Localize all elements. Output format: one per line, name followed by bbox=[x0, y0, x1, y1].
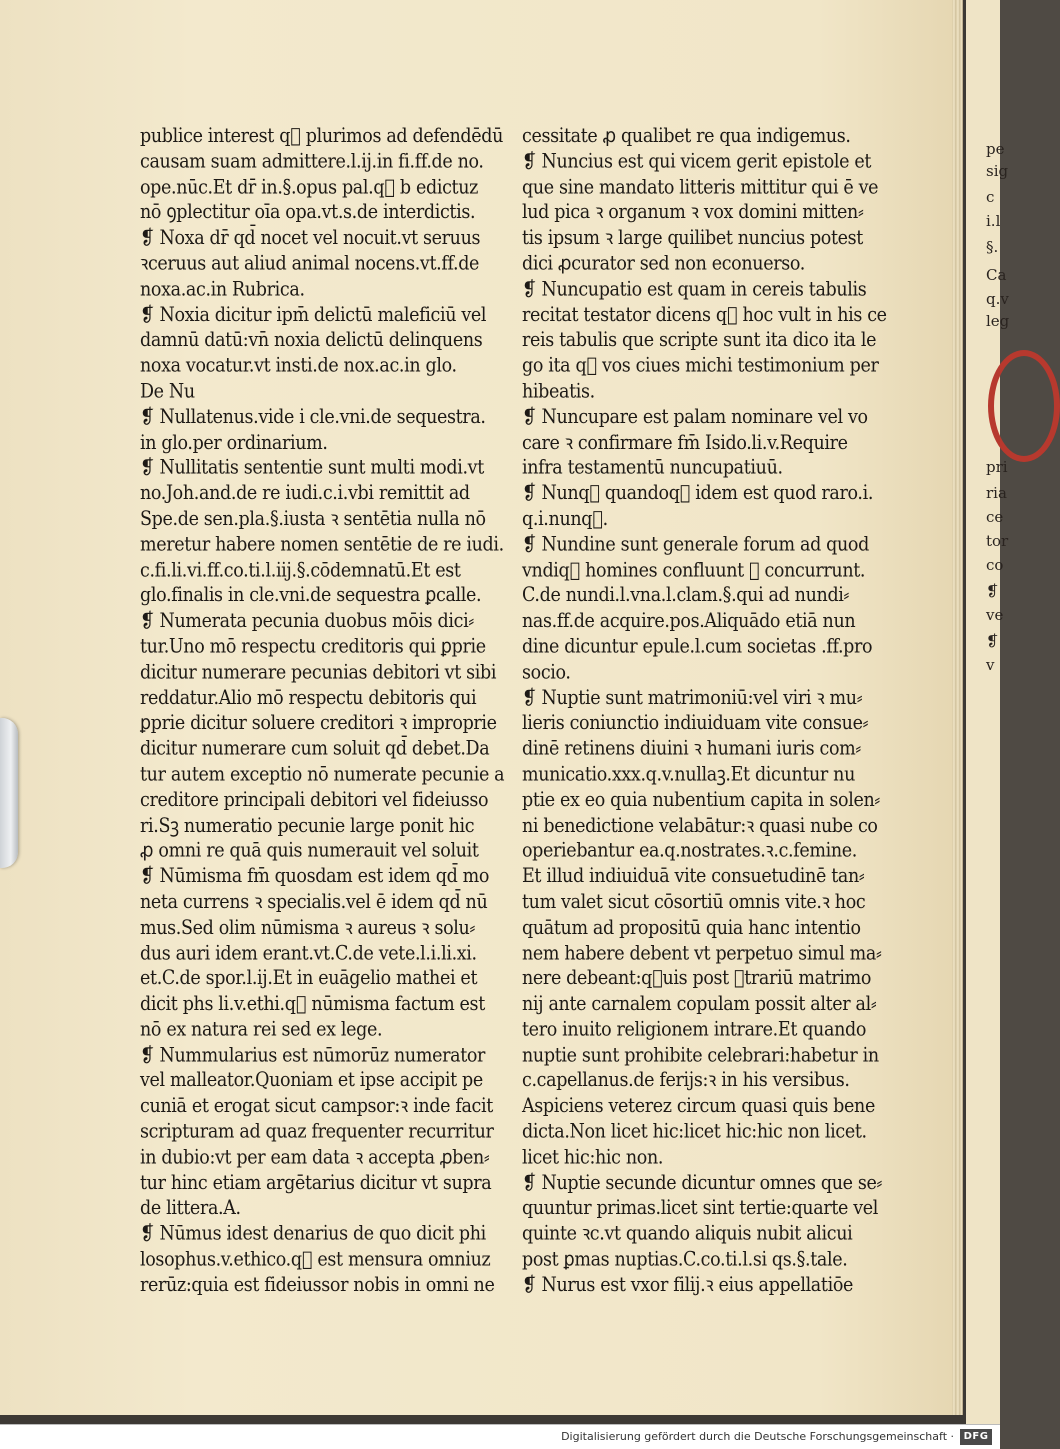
text-line: tur.Uno mō respectu creditoris qui ꝑprie bbox=[140, 635, 486, 659]
text-line: damnū datū:vn̄ noxia delictū delinquens bbox=[140, 329, 483, 352]
text-line: ❡ Nūmisma fm̄ quosdam est idem qd̄ mo bbox=[140, 865, 490, 888]
text-line: in dubio:vt per eam data ꝛ accepta ꝓben⸗ bbox=[140, 1146, 490, 1169]
text-line: hibeatis. bbox=[522, 380, 595, 403]
text-line: lud pica ꝛ organum ꝛ vox domini mitten⸗ bbox=[522, 201, 864, 225]
text-line: nuptie sunt prohibite celebrari:habetur in bbox=[522, 1044, 879, 1067]
text-line: tero inuito religionem intrare.Et quando bbox=[522, 1018, 867, 1042]
facing-page-text-fragment: q.v bbox=[986, 290, 1009, 308]
facing-page-text-fragment: c bbox=[986, 188, 995, 206]
text-line: publice interest q᷑ plurimos ad defendēdū bbox=[140, 125, 504, 148]
facing-page-text-fragment: leg bbox=[986, 312, 1010, 330]
text-line: no.Joh.and.de re iudi.c.i.vbi remittit ad bbox=[140, 482, 470, 505]
text-line: causam suam admittere.l.ij.in fi.ff.de no. bbox=[140, 150, 484, 174]
text-column-right bbox=[522, 124, 902, 1298]
text-line: care ꝛ confirmare fm̄ Isido.li.v.Require bbox=[522, 431, 848, 454]
text-line: ❡ Noxa dr̄ qd̄ nocet vel nocuit.vt seruus bbox=[140, 227, 481, 250]
facing-page-text-fragment: ce bbox=[986, 508, 1004, 526]
text-line: quuntur primas.licet sint tertie:quarte vel bbox=[522, 1197, 879, 1220]
text-line: ❡ Nuptie secunde dicuntur omnes que se⸗ bbox=[522, 1171, 882, 1195]
text-line: vndiq᷑ homines confluunt ꝛ concurrunt. bbox=[522, 559, 866, 582]
facing-page-text-fragment: pe bbox=[986, 140, 1005, 158]
text-line: dinē retinens diuini ꝛ humani iuris com⸗ bbox=[522, 737, 861, 761]
text-line: C.de nundi.l.vna.l.clam.§.qui ad nundi⸗ bbox=[522, 584, 850, 608]
facing-page-text-fragment: ve bbox=[986, 606, 1004, 624]
text-line: ꝛceruus aut aliud animal nocens.vt.ff.de bbox=[140, 252, 480, 276]
text-line: mus.Sed olim nūmisma ꝛ aureus ꝛ solu⸗ bbox=[140, 916, 475, 940]
text-line: noxa vocatur.vt insti.de nox.ac.in glo. bbox=[140, 354, 457, 378]
text-line: ope.nūc.Et dr̄ in.§.opus pal.q᷑ b edictuz bbox=[140, 176, 479, 199]
facing-page-edge bbox=[966, 0, 1010, 1424]
text-line: dine dicuntur epule.l.cum societas .ff.pro bbox=[522, 635, 873, 659]
text-line: tur autem exceptio nō numerate pecunie a bbox=[140, 763, 505, 786]
text-line: et.C.de spor.l.ij.Et in euāgelio mathei et bbox=[140, 967, 478, 991]
text-line: Aspiciens veterez circum quasi quis bene bbox=[522, 1095, 875, 1118]
text-line: ꝓ omni re quā quis numerauit vel soluit bbox=[140, 840, 479, 863]
text-line: ❡ Nuncius est qui vicem gerit epistole et bbox=[522, 150, 872, 174]
text-line: creditore principali debitori vel fideiusso bbox=[140, 788, 489, 812]
text-line: nere debeant:q᷑uis post ꝯtrariū matrimo bbox=[522, 967, 872, 991]
footer-bar bbox=[0, 1424, 1000, 1449]
text-line: ❡ Nummularius est nūmorūz numerator bbox=[140, 1044, 486, 1067]
text-line: licet hic:hic non. bbox=[522, 1146, 664, 1169]
text-line: operiebantur ea.q.nostrates.ꝛ.c.femine. bbox=[522, 840, 858, 863]
text-line: ❡ Nullatenus.vide i cle.vni.de sequestra. bbox=[140, 405, 486, 429]
text-line: tis ipsum ꝛ large quilibet nuncius potest bbox=[522, 227, 863, 250]
page-edge-stack bbox=[952, 0, 962, 1415]
text-line: de littera.A. bbox=[140, 1197, 241, 1220]
text-line: nij ante carnalem copulam possit alter al⸗ bbox=[522, 993, 877, 1016]
binding-clip bbox=[0, 718, 18, 868]
text-line: ri.Sꝫ numeratio pecunie large ponit hic bbox=[140, 814, 475, 837]
text-line: tur hinc etiam argētarius dicitur vt supra bbox=[140, 1171, 492, 1195]
text-line: Spe.de sen.pla.§.iusta ꝛ sentētia nulla nō bbox=[140, 508, 486, 531]
facing-page-text-fragment: ❡ bbox=[986, 632, 999, 650]
text-line: noxa.ac.in Rubrica. bbox=[140, 278, 305, 301]
facing-page-text-fragment: ria bbox=[986, 484, 1007, 502]
text-line: in glo.per ordinarium. bbox=[140, 431, 328, 454]
text-line: q.i.nunq᷑. bbox=[522, 508, 608, 531]
text-line: tum valet sicut cōsortiū omnis vite.ꝛ hoc bbox=[522, 891, 866, 914]
dfg-logo: DFG bbox=[960, 1429, 992, 1445]
text-column-left bbox=[140, 124, 512, 1298]
text-line: lieris coniunctio indiuiduam vite consue⸗ bbox=[522, 712, 869, 735]
text-line: dici ꝓcurator sed non econuerso. bbox=[522, 252, 805, 276]
facing-page-text-fragment: §. bbox=[986, 238, 999, 256]
text-line: ❡ Nuncupare est palam nominare vel vo bbox=[522, 405, 868, 429]
text-line: municatio.xxx.q.v.nullaꝫ.Et dicuntur nu bbox=[522, 763, 856, 786]
facing-page-text-fragment: v bbox=[986, 656, 995, 674]
text-line: go ita q᷑ vos ciues michi testimonium per bbox=[522, 354, 879, 378]
text-line: quinte ꝛc.vt quando aliquis nubit alicui bbox=[522, 1223, 853, 1246]
text-line: neta currens ꝛ specialis.vel ē idem qd̄ nū bbox=[140, 891, 488, 914]
text-line: meretur habere nomen sentētie de re iudi. bbox=[140, 533, 504, 557]
text-line: reddatur.Alio mō respectu debitoris qui bbox=[140, 686, 477, 710]
text-line: post ꝑmas nuptias.C.co.ti.l.si qs.§.tale. bbox=[522, 1248, 848, 1271]
text-line: c.capellanus.de ferijs:ꝛ in his versibus. bbox=[522, 1069, 850, 1093]
footer-credit: Digitalisierung gefördert durch die Deutsche Forschungsgemeinschaft · bbox=[561, 1430, 954, 1443]
text-line: nō ex natura rei sed ex lege. bbox=[140, 1018, 383, 1042]
text-line: ❡ Nuptie sunt matrimoniū:vel viri ꝛ mu⸗ bbox=[522, 686, 863, 710]
text-line: quātum ad propositū quia hanc intentio bbox=[522, 916, 861, 940]
text-line: losophus.v.ethico.q᷑ est mensura omniuz bbox=[140, 1248, 491, 1271]
text-line: ❡ Nurus est vxor filij.ꝛ eius appellatiōe bbox=[522, 1274, 854, 1297]
text-line: glo.finalis in cle.vni.de sequestra ꝑcalle. bbox=[140, 584, 482, 608]
text-line: ❡ Noxia dicitur ipm̄ delictū maleficiū vel bbox=[140, 303, 487, 327]
text-line: recitat testator dicens q᷑ hoc vult in his ce bbox=[522, 303, 887, 327]
text-line: dus auri idem erant.vt.C.de vete.l.i.li.xi. bbox=[140, 942, 477, 965]
text-line: ❡ Nūmus idest denarius de quo dicit phi bbox=[140, 1223, 486, 1246]
facing-page-text-fragment: pri bbox=[986, 458, 1008, 476]
text-line: ❡ Nunq᷑ quandoq᷑ idem est quod raro.i. bbox=[522, 482, 874, 505]
text-line: De Nu bbox=[140, 380, 195, 403]
text-line: ni benedictione velabātur:ꝛ quasi nube co bbox=[522, 814, 878, 837]
text-line: ❡ Numerata pecunia duobus mōis dici⸗ bbox=[140, 610, 474, 633]
facing-page-text-fragment: ❡ bbox=[986, 582, 999, 600]
text-line: socio. bbox=[522, 661, 571, 684]
facing-page-text-fragment: i.l bbox=[986, 212, 1001, 230]
text-line: nem habere debent vt perpetuo simul ma⸗ bbox=[522, 942, 882, 965]
facing-page-text-fragment: co bbox=[986, 556, 1004, 574]
facing-page-text-fragment: sig bbox=[986, 162, 1009, 180]
text-line: ❡ Nundine sunt generale forum ad quod bbox=[522, 533, 869, 557]
text-line: rerūz:quia est fideiussor nobis in omni ne bbox=[140, 1274, 495, 1297]
text-line: ꝑprie dicitur soluere creditori ꝛ improprie bbox=[140, 712, 497, 735]
text-line: ❡ Nuncupatio est quam in cereis tabulis bbox=[522, 278, 867, 301]
text-line: que sine mandato litteris mittitur qui ē ve bbox=[522, 176, 879, 199]
text-line: dicitur numerare pecunias debitori vt sibi bbox=[140, 661, 497, 684]
rubricated-initial bbox=[988, 350, 1060, 462]
text-line: nō ꝯplectitur oīa opa.vt.s.de interdictis. bbox=[140, 201, 476, 225]
text-line: cessitate ꝓ qualibet re qua indigemus. bbox=[522, 125, 851, 148]
text-line: nas.ff.de acquire.pos.Aliquādo etiā nun bbox=[522, 610, 856, 633]
text-line: Et illud indiuiduā vite consuetudinē tan⸗ bbox=[522, 865, 865, 888]
text-line: ❡ Nullitatis sententie sunt multi modi.vt bbox=[140, 457, 484, 480]
text-line: reis tabulis que scripte sunt ita dico ita le bbox=[522, 329, 877, 352]
text-line: dicitur numerare cum soluit qd̄ debet.Da bbox=[140, 737, 490, 761]
text-line: ptie ex eo quia nubentium capita in solen⸗ bbox=[522, 788, 880, 812]
text-line: vel malleator.Quoniam et ipse accipit pe bbox=[140, 1069, 483, 1093]
text-line: c.fi.li.vi.ff.co.ti.l.iij.§.cōdemnatū.Et est bbox=[140, 559, 461, 582]
text-line: scripturam ad quaz frequenter recurritur bbox=[140, 1120, 494, 1144]
facing-page-text-fragment: tor bbox=[986, 532, 1009, 550]
facing-page-text-fragment: Ca bbox=[986, 266, 1007, 284]
text-line: infra testamentū nuncupatiuū. bbox=[522, 457, 783, 480]
text-line: dicit phs li.v.ethi.q᷑ nūmisma factum est bbox=[140, 993, 485, 1016]
text-line: cuniā et erogat sicut campsor:ꝛ inde facit bbox=[140, 1095, 493, 1118]
text-line: dicta.Non licet hic:licet hic:hic non licet. bbox=[522, 1120, 867, 1144]
